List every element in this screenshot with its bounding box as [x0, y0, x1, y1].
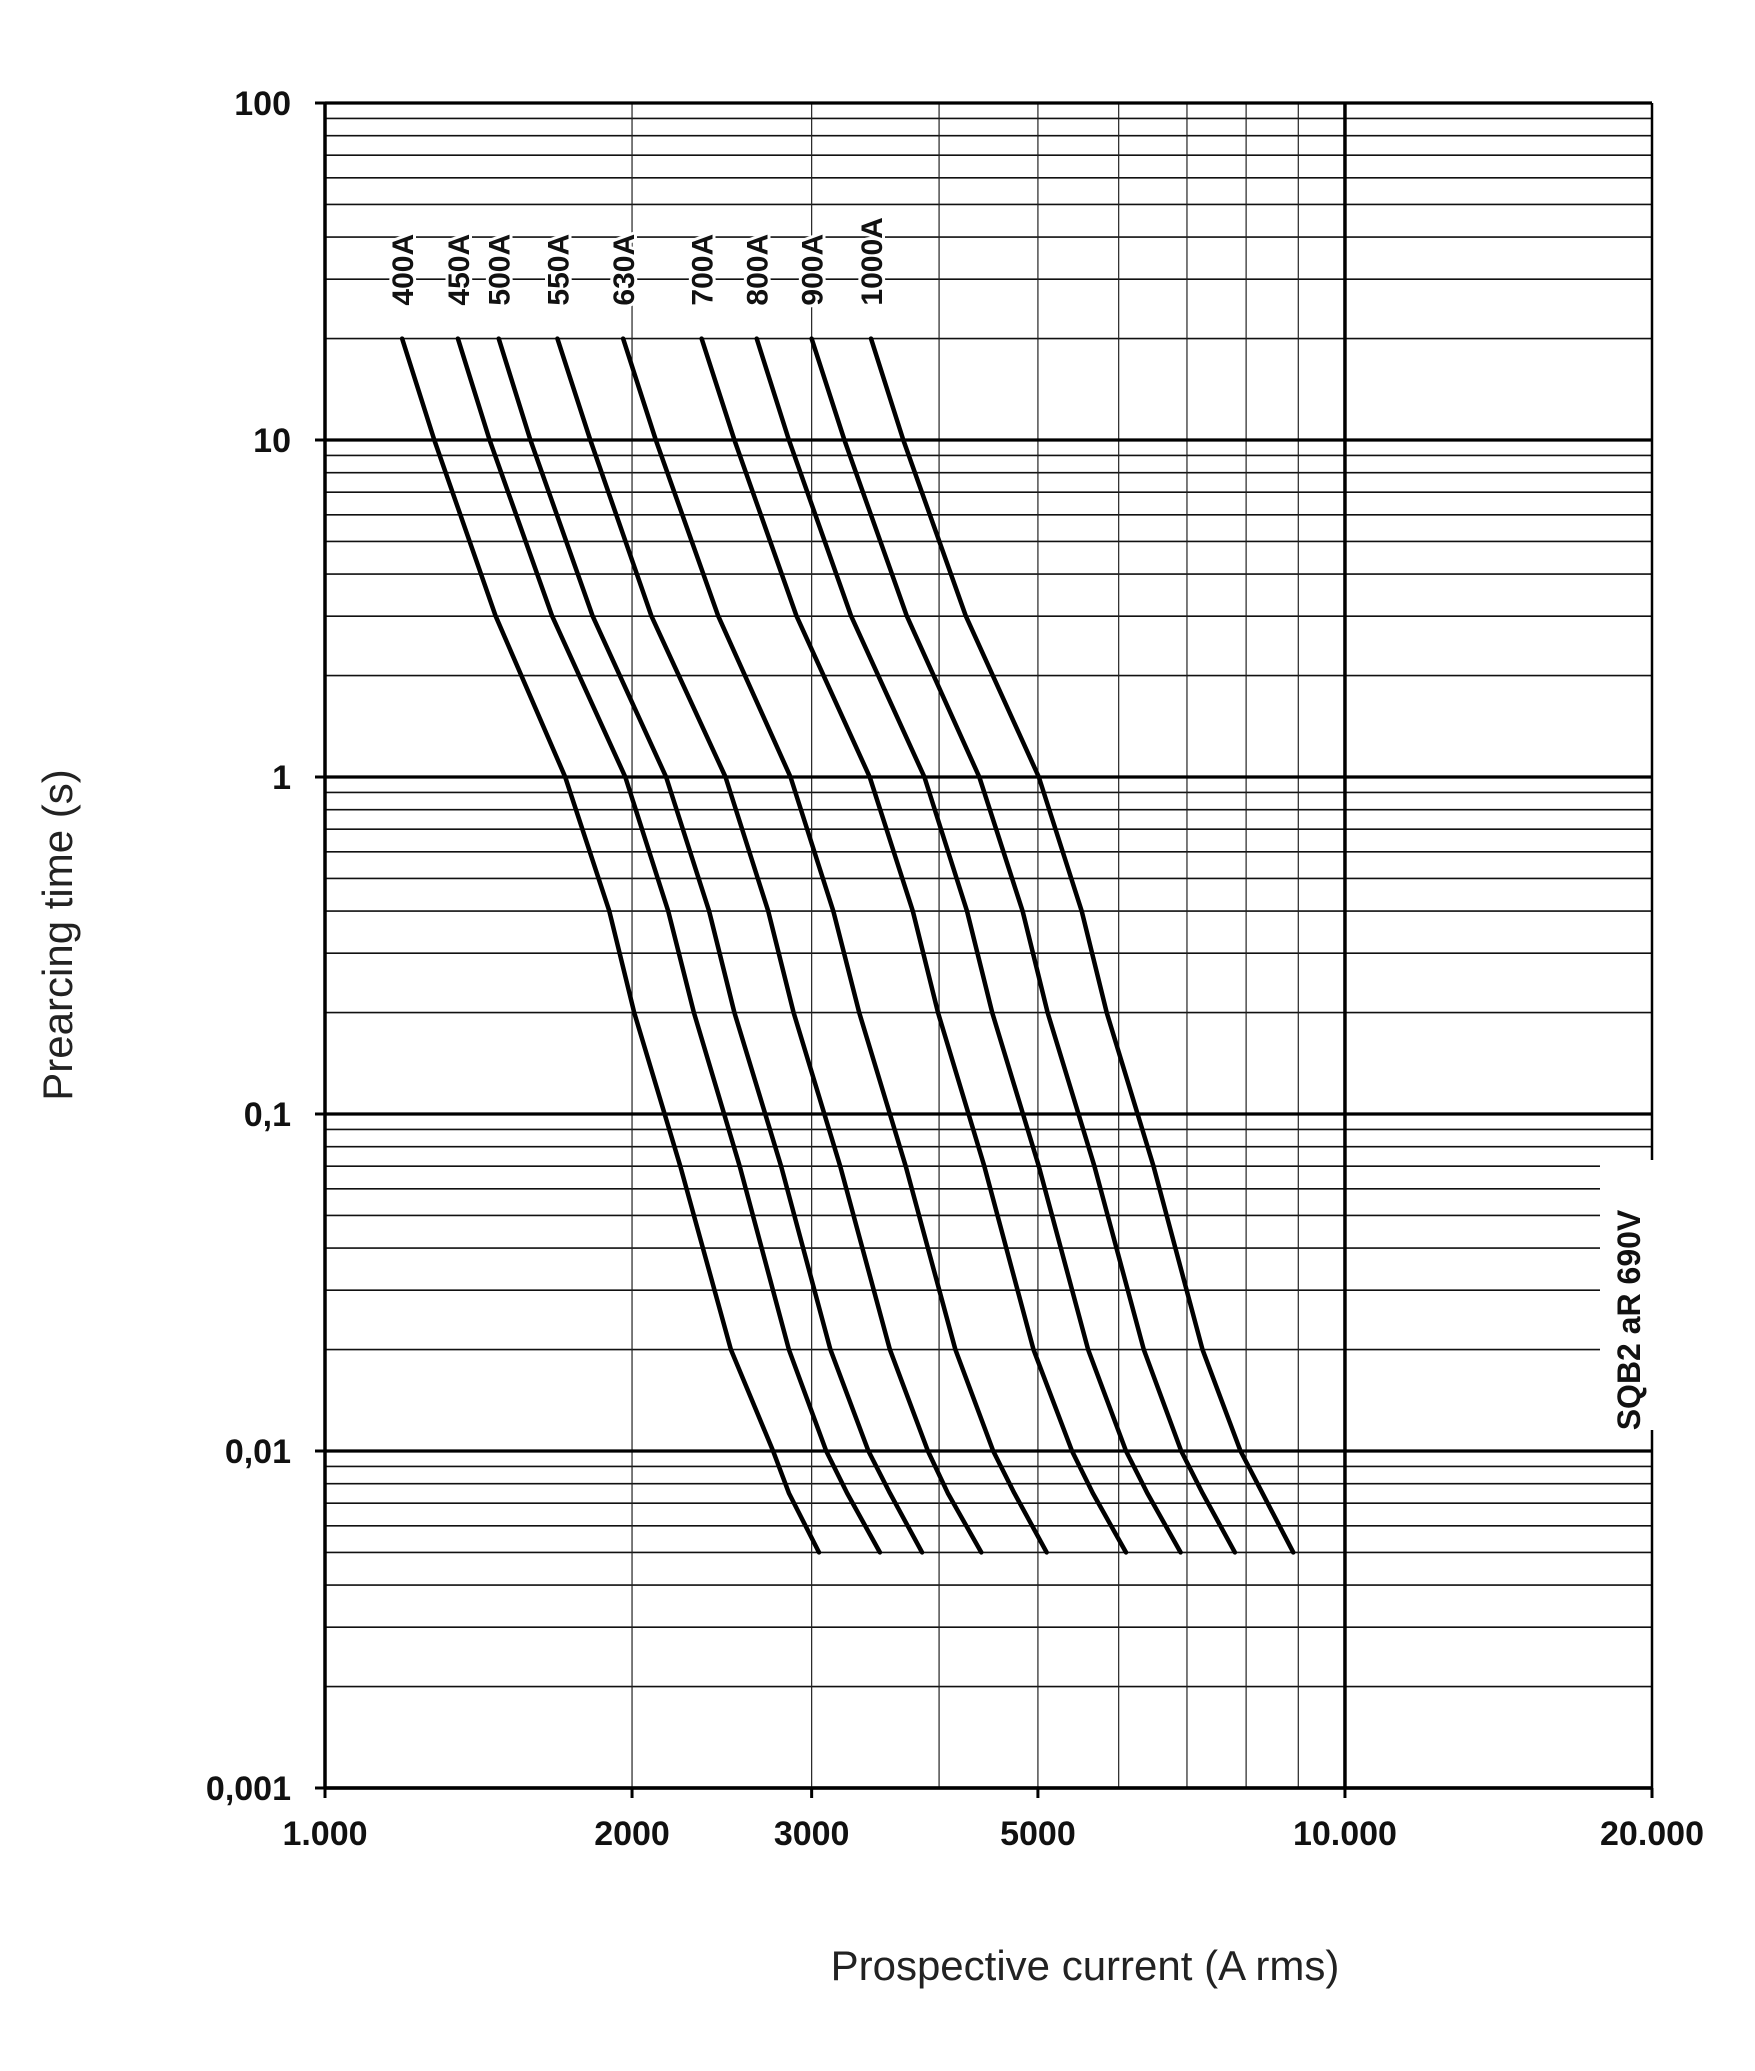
- chart-annotation: SQB2 aR 690V: [1611, 1209, 1647, 1431]
- y-tick-label: 0,01: [224, 1433, 291, 1471]
- y-axis-title: Prearcing time (s): [34, 769, 81, 1101]
- series-label-400a: 400A: [387, 233, 421, 306]
- y-tick-label: 1: [272, 759, 291, 797]
- series-label-550a: 550A: [542, 233, 576, 306]
- series-label-800a: 800A: [741, 233, 775, 306]
- series-label-group: [542, 234, 575, 306]
- series-label-group: [608, 234, 641, 306]
- series-label-group: [797, 234, 830, 306]
- y-tick-label: 100: [234, 85, 291, 123]
- series-label-500a: 500A: [483, 233, 517, 306]
- x-tick-label: 3000: [773, 1815, 850, 1853]
- x-tick-label: 2000: [594, 1815, 670, 1853]
- series-label-group: [687, 234, 720, 306]
- series-label-450a: 450A: [442, 233, 476, 306]
- x-tick-label: 20.000: [1600, 1815, 1704, 1853]
- x-tick-label: 10.000: [1292, 1815, 1397, 1853]
- x-tick-label: 1.000: [282, 1815, 368, 1853]
- series-label-700a: 700A: [686, 233, 720, 306]
- x-tick-label: 5000: [1000, 1815, 1076, 1853]
- series-label-group: [443, 234, 476, 306]
- series-label-group: [742, 234, 775, 306]
- series-label-group: [387, 234, 420, 306]
- x-axis-title: Prospective current (A rms): [830, 1942, 1340, 1989]
- y-tick-label: 0,001: [205, 1770, 291, 1808]
- series-label-1000a: 1000A: [856, 217, 889, 306]
- y-tick-label: 10: [253, 422, 291, 460]
- series-label-630a: 630A: [608, 233, 642, 306]
- series-label-900a: 900A: [796, 233, 830, 306]
- series-label-group: [484, 234, 517, 306]
- series-label-group: [856, 217, 889, 305]
- y-tick-label: 0,1: [243, 1096, 291, 1134]
